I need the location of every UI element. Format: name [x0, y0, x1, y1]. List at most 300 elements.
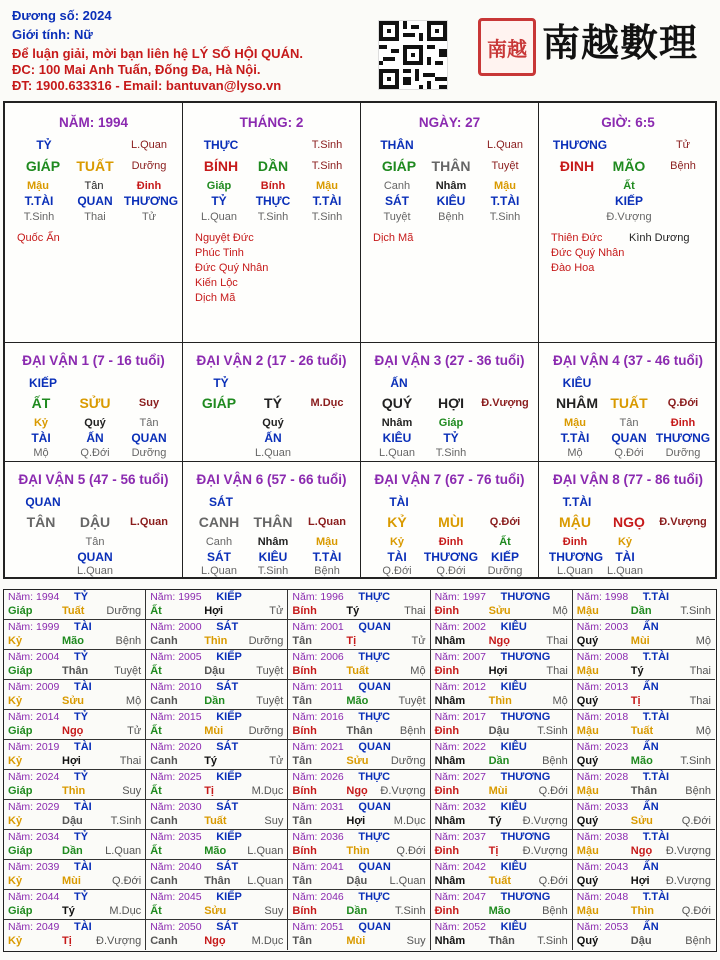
luck-stem: QUÝ — [381, 395, 413, 411]
pillar-title: NĂM: 1994 — [58, 115, 129, 130]
year-cell[interactable] — [146, 740, 288, 770]
hidden-stem: Canh — [383, 180, 411, 192]
year-cell[interactable] — [573, 740, 715, 770]
year-stem: Giáp — [8, 905, 33, 917]
year-stem: Ất — [150, 605, 162, 617]
year-label: Năm: 2041 — [292, 861, 344, 873]
year-god: TÀI — [74, 621, 92, 633]
year-god: THƯƠNG — [500, 591, 551, 603]
year-label: Năm: 2028 — [576, 771, 629, 783]
special-star: Đức Quý Nhân — [551, 247, 625, 259]
year-stem: Giáp — [8, 725, 33, 737]
hidden-state: L.Quan — [378, 447, 416, 459]
luck-state: Suy — [138, 397, 160, 409]
year-cell[interactable] — [573, 800, 715, 830]
special-star: Quốc Ấn — [17, 232, 60, 244]
year-branch: Dần — [630, 605, 652, 617]
stem-state: Tử — [675, 139, 691, 151]
year-cell[interactable] — [146, 890, 288, 920]
year-god: TÀI — [74, 801, 92, 813]
year-cell[interactable] — [573, 830, 715, 860]
year-cell[interactable] — [573, 650, 715, 680]
year-branch: Sửu — [62, 695, 85, 707]
year-god: THƯƠNG — [500, 891, 551, 903]
year-cell[interactable] — [4, 710, 146, 740]
year-stem: Giáp — [8, 785, 33, 797]
year-cell[interactable] — [146, 680, 288, 710]
year-cell[interactable] — [146, 770, 288, 800]
year-stem: Mậu — [576, 665, 599, 677]
hidden-stem: Tân — [84, 180, 104, 192]
special-star: Kiến Lộc — [195, 277, 238, 289]
year-branch: Dần — [488, 755, 510, 767]
year-god: TÀI — [74, 861, 92, 873]
year-state: L.Quan — [247, 845, 284, 857]
address: ĐC: 100 Mai Anh Tuấn, Đống Đa, Hà Nội. — [12, 62, 261, 77]
luck-state: Q.Đới — [489, 516, 521, 528]
hidden-state: L.Quan — [76, 565, 114, 577]
year-cell[interactable] — [288, 740, 430, 770]
hidden-state: Bệnh — [314, 565, 340, 577]
year-stem: Giáp — [8, 665, 33, 677]
year-god: KIÊU — [500, 801, 527, 813]
year-stem: Đinh — [434, 605, 460, 617]
year-cell[interactable] — [288, 860, 430, 890]
year-cell[interactable] — [146, 650, 288, 680]
year-label: Năm: 2045 — [150, 891, 202, 903]
year-stem: Nhâm — [434, 875, 466, 887]
year-branch: Thân — [346, 725, 373, 737]
hidden-stem: Kỷ — [389, 536, 405, 548]
year-branch: Tuất — [204, 815, 227, 827]
year-cell[interactable] — [288, 890, 430, 920]
year-label: Năm: 1994 — [8, 591, 60, 603]
luck-period-2[interactable] — [183, 343, 361, 462]
year-god: KIẾP — [216, 891, 242, 903]
hidden-god: TỶ — [211, 194, 227, 208]
year-label: Năm: 2049 — [8, 921, 60, 933]
year-state: Suy — [406, 935, 426, 947]
year-god: THƯƠNG — [500, 831, 551, 843]
year-state: Tử — [269, 605, 284, 617]
year-god: TÀI — [74, 741, 92, 753]
year-cell[interactable] — [4, 890, 146, 920]
year-branch: Mùi — [62, 875, 81, 887]
year-label: Năm: 2000 — [150, 621, 202, 633]
year-god: QUAN — [358, 681, 391, 693]
year-cell[interactable] — [4, 740, 146, 770]
hidden-god: KIÊU — [382, 431, 412, 445]
year-cell[interactable] — [573, 680, 715, 710]
year-branch: Thìn — [346, 845, 370, 857]
year-cell[interactable] — [4, 620, 146, 650]
hidden-god: THƯƠNG — [423, 550, 479, 564]
year-stem: Đinh — [434, 785, 460, 797]
year-state: Mộ — [410, 665, 426, 677]
hidden-god: T.TÀI — [312, 550, 342, 564]
stem-god: THÂN — [380, 138, 414, 152]
year-cell[interactable] — [288, 710, 430, 740]
owner-year: Đương số: 2024 — [12, 8, 112, 23]
pillar-hour[interactable] — [539, 103, 717, 343]
year-god: TÀI — [74, 681, 92, 693]
year-cell[interactable] — [288, 830, 430, 860]
year-branch: Ngọ — [346, 785, 368, 797]
year-cell[interactable] — [4, 860, 146, 890]
hidden-god: SÁT — [385, 194, 409, 208]
year-state: Thai — [546, 635, 568, 647]
hidden-god: THƯƠNG — [548, 550, 604, 564]
year-label: Năm: 2050 — [150, 921, 202, 933]
year-state: Q.Đới — [681, 905, 711, 917]
year-label: Năm: 2039 — [8, 861, 60, 873]
year-stem: Mậu — [576, 785, 599, 797]
year-state: Q.Đới — [111, 875, 142, 887]
year-cell[interactable] — [431, 830, 573, 860]
year-branch: Tý — [630, 665, 644, 677]
year-branch: Thân — [630, 785, 658, 797]
year-cell[interactable] — [431, 710, 573, 740]
year-label: Năm: 2004 — [8, 651, 60, 663]
luck-branch: DẬU — [79, 514, 111, 530]
four-pillars-chart — [3, 101, 717, 579]
year-cell[interactable] — [431, 800, 573, 830]
hidden-state: L.Quan — [556, 565, 594, 577]
year-cell[interactable] — [4, 680, 146, 710]
year-cell[interactable] — [573, 860, 715, 890]
hidden-god: SÁT — [207, 550, 231, 564]
year-cell[interactable] — [431, 650, 573, 680]
year-god: TỶ — [74, 891, 89, 903]
year-cell[interactable] — [431, 680, 573, 710]
year-god: THỰC — [358, 651, 391, 663]
year-stem: Nhâm — [434, 695, 466, 707]
year-cell[interactable] — [573, 920, 715, 950]
year-branch: Tý — [62, 905, 75, 917]
year-stem: Mậu — [576, 725, 599, 737]
hidden-state: L.Quan — [200, 211, 238, 223]
year-god: KIÊU — [500, 861, 527, 873]
year-branch: Ngọ — [204, 935, 226, 947]
year-label: Năm: 2038 — [576, 831, 629, 843]
year-state: Suy — [264, 905, 284, 917]
stem-state: T.Sinh — [311, 139, 343, 151]
year-cell[interactable] — [4, 590, 146, 620]
year-cell[interactable] — [573, 770, 715, 800]
year-state: Q.Đới — [538, 875, 568, 887]
hidden-stem: Đinh — [562, 536, 588, 548]
luck-title: ĐẠI VẬN 2 (17 - 26 tuổi) — [196, 353, 347, 368]
heavenly-stem: GIÁP — [381, 158, 417, 174]
year-state: Thai — [689, 695, 711, 707]
hidden-god: THỰC — [255, 194, 291, 208]
luck-period-5[interactable] — [5, 462, 183, 577]
year-state: Thai — [404, 605, 426, 617]
hidden-god: ẤN — [86, 431, 104, 445]
luck-god: SÁT — [209, 495, 233, 509]
year-cell[interactable] — [573, 890, 715, 920]
year-state: Q.Đới — [396, 845, 426, 857]
year-cell[interactable] — [146, 860, 288, 890]
luck-period-8[interactable] — [539, 462, 717, 577]
hidden-state: T.Sinh — [23, 211, 55, 223]
luck-god: TỶ — [213, 376, 229, 390]
luck-stem: MẬU — [559, 514, 591, 530]
year-state: Đ.Vượng — [665, 845, 711, 857]
year-state: T.Sinh — [537, 935, 568, 947]
qr-code-icon[interactable] — [378, 20, 448, 90]
year-state: Mộ — [552, 695, 568, 707]
year-god: KIẾP — [216, 771, 242, 783]
year-cell[interactable] — [431, 590, 573, 620]
year-state: Thai — [689, 665, 711, 677]
year-cell[interactable] — [4, 650, 146, 680]
luck-title: ĐẠI VẬN 1 (7 - 16 tuổi) — [22, 353, 165, 368]
year-state: Tử — [127, 725, 142, 737]
year-state: Bệnh — [399, 725, 426, 737]
year-branch: Tý — [346, 605, 360, 617]
year-god: KIẾP — [216, 591, 242, 603]
year-cell[interactable] — [4, 830, 146, 860]
branch-state: Dưỡng — [131, 160, 167, 172]
hidden-state: Bệnh — [438, 211, 464, 223]
year-state: Mộ — [125, 695, 142, 707]
hidden-god: T.TÀI — [312, 194, 342, 208]
year-cell[interactable] — [146, 590, 288, 620]
year-label: Năm: 2002 — [434, 621, 486, 633]
year-branch: Hợi — [630, 875, 650, 887]
special-star: Nguyệt Đức — [195, 232, 254, 244]
luck-period-1[interactable] — [5, 343, 183, 462]
pillar-year[interactable] — [5, 103, 183, 343]
year-god: T.TÀI — [642, 771, 670, 783]
year-branch: Thìn — [488, 695, 512, 707]
year-god: THỰC — [358, 711, 391, 723]
year-cell[interactable] — [288, 770, 430, 800]
year-state: Q.Đới — [538, 785, 568, 797]
year-label: Năm: 2026 — [292, 771, 344, 783]
year-cell[interactable] — [431, 860, 573, 890]
year-label: Năm: 2052 — [434, 921, 486, 933]
year-god: QUAN — [358, 921, 391, 933]
year-label: Năm: 2009 — [8, 681, 60, 693]
pillar-day[interactable] — [361, 103, 539, 343]
pillar-month[interactable] — [183, 103, 361, 343]
year-stem: Kỷ — [8, 815, 23, 827]
year-state: Bệnh — [542, 905, 568, 917]
year-state: Bệnh — [542, 755, 568, 767]
hidden-stem: Mậu — [494, 180, 516, 192]
luck-stem: KỶ — [387, 514, 407, 530]
year-label: Năm: 2043 — [576, 861, 629, 873]
earthly-branch: DẦN — [257, 158, 289, 174]
year-god: KIÊU — [500, 621, 527, 633]
year-god: T.TÀI — [642, 591, 670, 603]
year-god: QUAN — [358, 741, 391, 753]
year-cell[interactable] — [573, 710, 715, 740]
year-god: ẤN — [642, 801, 659, 813]
year-label: Năm: 1996 — [292, 591, 344, 603]
hidden-god: THƯƠNG — [655, 431, 711, 445]
year-god: T.TÀI — [642, 711, 670, 723]
luck-god: QUAN — [25, 495, 61, 509]
year-god: TỶ — [74, 711, 89, 723]
hidden-state: Dưỡng — [131, 447, 167, 459]
hidden-stem: Tân — [85, 536, 105, 548]
year-label: Năm: 2023 — [576, 741, 629, 753]
luck-branch: TUẤT — [610, 395, 648, 411]
year-label: Năm: 2007 — [434, 651, 486, 663]
year-stem: Mậu — [576, 605, 599, 617]
year-branch: Hợi — [488, 665, 508, 677]
hidden-stem: Ất — [499, 536, 511, 548]
year-state: Thai — [546, 665, 568, 677]
year-stem: Ất — [150, 905, 162, 917]
year-stem: Quý — [576, 875, 599, 887]
hidden-state: Q.Đới — [614, 447, 644, 459]
luck-title: ĐẠI VẬN 6 (57 - 66 tuổi) — [196, 472, 347, 487]
year-state: Bệnh — [685, 935, 711, 947]
year-state: Thai — [119, 755, 142, 767]
hidden-state: Tử — [141, 211, 157, 223]
luck-period-3[interactable] — [361, 343, 539, 462]
year-god: T.TÀI — [642, 891, 670, 903]
year-branch: Dần — [62, 845, 83, 857]
year-label: Năm: 2040 — [150, 861, 202, 873]
year-cell[interactable] — [288, 920, 430, 950]
hidden-god: KIÊU — [436, 194, 466, 208]
luck-state: Đ.Vượng — [481, 397, 529, 409]
year-cell[interactable] — [431, 770, 573, 800]
year-cell[interactable] — [4, 800, 146, 830]
luck-period-6[interactable] — [183, 462, 361, 577]
year-state: Đ.Vượng — [522, 815, 568, 827]
year-label: Năm: 2046 — [292, 891, 344, 903]
year-cell[interactable] — [146, 620, 288, 650]
year-cell[interactable] — [431, 620, 573, 650]
luck-state: L.Quan — [130, 516, 168, 528]
year-branch: Sửu — [630, 815, 653, 827]
luck-god: TÀI — [389, 495, 409, 509]
year-branch: Ngọ — [62, 725, 84, 737]
year-cell[interactable] — [4, 920, 146, 950]
year-stem: Canh — [150, 815, 178, 827]
year-label: Năm: 1995 — [150, 591, 202, 603]
year-branch: Tị — [62, 935, 72, 947]
year-cell[interactable] — [4, 770, 146, 800]
year-god: KIẾP — [216, 711, 242, 723]
branch-state: Bệnh — [670, 160, 696, 172]
year-god: THƯƠNG — [500, 711, 551, 723]
luck-period-4[interactable] — [539, 343, 717, 462]
year-cell[interactable] — [146, 710, 288, 740]
hidden-stem: Ất — [623, 180, 635, 192]
year-cell[interactable] — [288, 800, 430, 830]
stem-god: TỶ — [36, 138, 52, 152]
hidden-god: THƯƠNG — [123, 194, 179, 208]
hidden-god: TÀI — [31, 431, 51, 445]
year-stem: Ất — [150, 845, 162, 857]
hidden-state: Dưỡng — [665, 447, 701, 459]
hidden-stem: Tân — [139, 417, 159, 429]
year-branch: Sửu — [346, 755, 369, 767]
year-stem: Bính — [292, 845, 317, 857]
year-stem: Canh — [150, 695, 178, 707]
year-branch: Thìn — [62, 785, 86, 797]
year-state: M.Dục — [393, 815, 426, 827]
year-branch: Tý — [204, 755, 218, 767]
year-cell[interactable] — [146, 830, 288, 860]
year-state: L.Quan — [105, 845, 142, 857]
special-star: Dịch Mã — [373, 232, 414, 244]
year-branch: Tị — [630, 695, 641, 707]
year-god: KIÊU — [500, 681, 527, 693]
year-branch: Thìn — [204, 635, 228, 647]
year-branch: Dậu — [346, 875, 368, 887]
annual-luck-table — [3, 589, 717, 952]
year-cell[interactable] — [288, 620, 430, 650]
year-label: Năm: 2018 — [576, 711, 629, 723]
year-branch: Thìn — [630, 905, 655, 917]
hidden-stem: Đinh — [136, 180, 162, 192]
hidden-stem: Quý — [262, 417, 284, 429]
year-state: Q.Đới — [681, 815, 711, 827]
year-god: THỰC — [358, 591, 391, 603]
year-cell[interactable] — [288, 590, 430, 620]
year-cell[interactable] — [288, 650, 430, 680]
hidden-stem: Quý — [84, 417, 106, 429]
year-label: Năm: 2027 — [434, 771, 486, 783]
year-god: SÁT — [216, 921, 239, 933]
year-cell[interactable] — [146, 800, 288, 830]
luck-stem: ẤT — [31, 395, 51, 411]
year-label: Năm: 2020 — [150, 741, 202, 753]
year-cell[interactable] — [146, 920, 288, 950]
year-branch: Mão — [630, 755, 653, 767]
year-label: Năm: 2003 — [576, 621, 629, 633]
year-state: Bệnh — [685, 785, 711, 797]
luck-branch: THÂN — [253, 514, 293, 530]
year-cell[interactable] — [573, 590, 715, 620]
year-label: Năm: 2031 — [292, 801, 344, 813]
year-stem: Tân — [292, 695, 312, 707]
year-stem: Quý — [576, 755, 599, 767]
year-state: Dưỡng — [390, 755, 426, 767]
year-god: KIẾP — [216, 831, 242, 843]
luck-state: M.Dục — [310, 397, 344, 409]
year-branch: Mão — [62, 635, 84, 647]
branch-state: T.Sinh — [311, 160, 343, 172]
year-branch: Thân — [204, 875, 231, 887]
year-god: KIÊU — [500, 741, 527, 753]
hidden-god: T.TÀI — [24, 194, 54, 208]
year-stem: Bính — [292, 725, 317, 737]
year-stem: Kỷ — [8, 635, 23, 647]
year-god: QUAN — [358, 621, 391, 633]
year-stem: Đinh — [434, 905, 460, 917]
year-cell[interactable] — [431, 920, 573, 950]
luck-period-7[interactable] — [361, 462, 539, 577]
year-branch: Mùi — [204, 725, 224, 737]
year-cell[interactable] — [431, 890, 573, 920]
luck-state: Q.Đới — [667, 397, 699, 409]
year-cell[interactable] — [573, 620, 715, 650]
year-cell[interactable] — [288, 680, 430, 710]
pillar-title: GIỜ: 6:5 — [601, 115, 655, 130]
year-branch: Sửu — [488, 605, 511, 617]
earthly-branch: THÂN — [431, 158, 471, 174]
year-cell[interactable] — [431, 740, 573, 770]
